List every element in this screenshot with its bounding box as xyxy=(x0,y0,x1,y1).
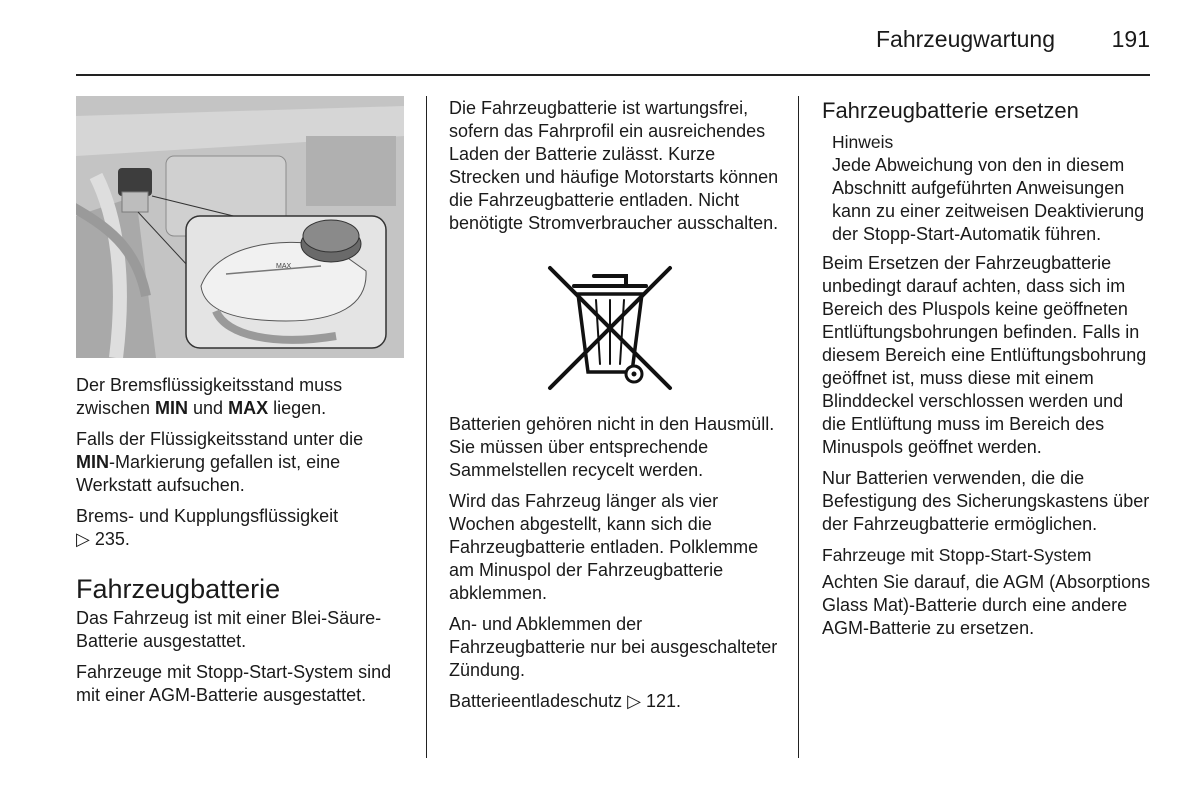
paragraph: Fahrzeuge mit Stopp-Start-System sind mit einer AGM-Batterie ausgestattet. xyxy=(76,662,392,705)
page-reference: 121. xyxy=(645,691,682,711)
page-reference: 235. xyxy=(94,529,130,549)
section-heading: Fahrzeugbatterie xyxy=(76,574,281,604)
header-rule xyxy=(76,74,1150,76)
note-text: Jede Abweichung von den in diesem Abschnitt aufgeführten Anweisungen kann zu einer zeitweisen Deaktivierung der Stopp-Start-Automatik führen. xyxy=(832,155,1145,244)
max-mark-label: MAX xyxy=(276,263,292,270)
reference-arrow-icon: ▷ xyxy=(627,691,641,711)
column-left xyxy=(76,374,406,715)
text: Brems- und Kupplungsflüssigkeit xyxy=(76,506,339,526)
min-label: MIN xyxy=(76,452,109,472)
text: -Markierung gefallen ist, eine Werkstatt aufsuchen. xyxy=(76,452,341,495)
subheading: Fahrzeuge mit Stopp-Start-System xyxy=(822,545,1092,565)
text: und xyxy=(188,398,229,418)
max-label: MAX xyxy=(228,398,269,418)
paragraph: Achten Sie darauf, die AGM (Absorptions Glass Mat)-Batterie durch eine andere AGM-Batterie zu ersetzen. xyxy=(822,572,1151,638)
text: Falls der Flüssigkeitsstand unter die xyxy=(76,429,364,449)
paragraph: An- und Abklemmen der Fahrzeugbatterie nur bei ausgeschalteter Zündung. xyxy=(449,614,778,680)
paragraph: Batterien gehören nicht in den Hausmüll. Sie müssen über entsprechende Sammelstellen recycelt werden. xyxy=(449,414,775,480)
header-title: Fahrzeugwartung xyxy=(876,26,1055,52)
paragraph xyxy=(76,505,406,551)
section-heading: Fahrzeugbatterie ersetzen xyxy=(822,98,1079,123)
text: liegen. xyxy=(268,398,327,418)
paragraph: Die Fahrzeugbatterie ist wartungsfrei, sofern das Fahrprofil ein ausreichendes Laden der Batterie zulässt. Kurze Strecken und häufige Motorstarts können die Fahrzeugbatterie entladen. Nicht benötigte Stromverbraucher ausschalten. xyxy=(449,98,779,233)
column-right xyxy=(822,97,1152,648)
text: Batterieentladeschutz xyxy=(449,691,623,711)
column-divider xyxy=(798,96,799,758)
paragraph: Wird das Fahrzeug länger als vier Wochen abgestellt, kann sich die Fahrzeugbatterie entladen. Polklemme am Minuspol der Fahrzeugbatterie abklemmen. xyxy=(449,491,759,603)
text: Der Bremsflüssigkeitsstand muss zwischen xyxy=(76,375,343,418)
column-middle xyxy=(449,97,779,721)
reference-arrow-icon: ▷ xyxy=(76,529,90,549)
paragraph: Das Fahrzeug ist mit einer Blei-Säure-Batterie ausgestattet. xyxy=(76,608,382,651)
page-number: 191 xyxy=(1111,26,1150,52)
paragraph: Beim Ersetzen der Fahrzeugbatterie unbedingt darauf achten, dass sich im Bereich des Pluspols keine geöffneten Entlüftungsbohrungen befinden. Falls in diesem Bereich eine Entlüftungsbohrung geöffnet ist, muss diese mit einem Blinddeckel verschlossen werden und die Entlüftung muss im Bereich des Minuspols geöffnet werden. xyxy=(822,253,1147,457)
paragraph: Nur Batterien verwenden, die die Befestigung des Sicherungskastens über der Fahrzeugbatterie ermöglichen. xyxy=(822,468,1150,534)
paragraph xyxy=(76,428,406,497)
paragraph xyxy=(449,690,779,713)
column-divider xyxy=(426,96,427,758)
brake-fluid-reservoir-photo xyxy=(76,96,404,358)
paragraph xyxy=(76,374,406,420)
min-label: MIN xyxy=(155,398,189,418)
note-box xyxy=(822,131,1152,246)
note-title: Hinweis xyxy=(832,132,894,152)
